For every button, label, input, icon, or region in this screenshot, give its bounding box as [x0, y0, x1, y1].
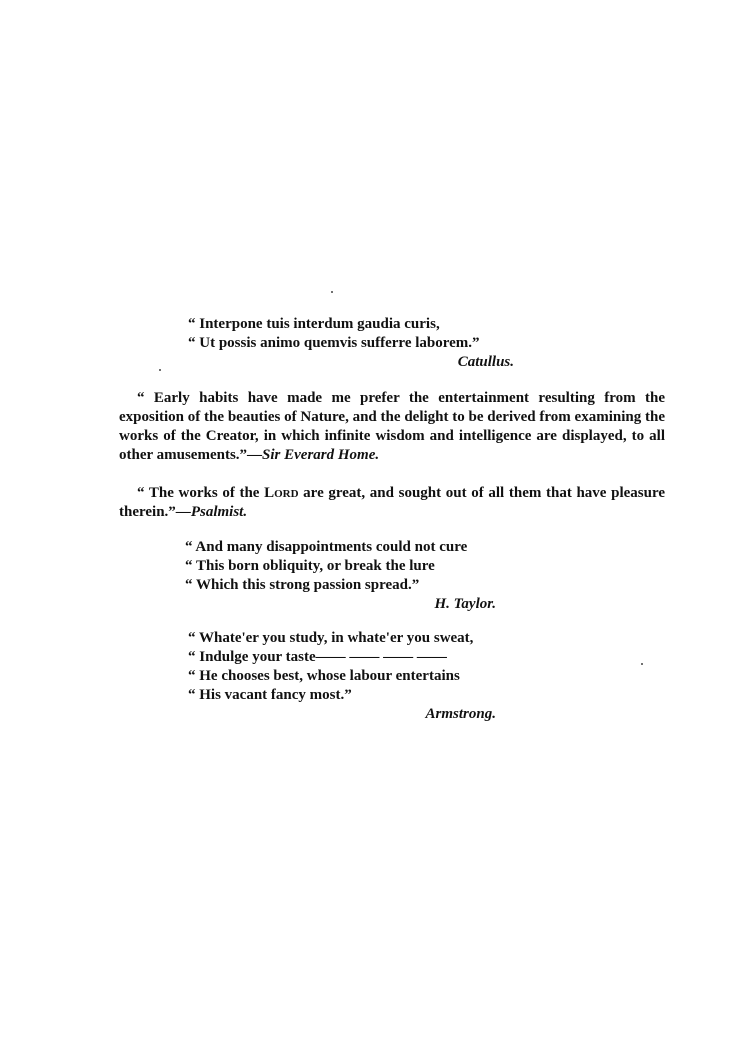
attribution-catullus: Catullus.: [457, 354, 514, 370]
quote-psalmist-lord: Lord: [264, 485, 299, 501]
print-speck: [159, 369, 161, 371]
verse-line: “ Whate'er you study, in whate'er you sweat,: [188, 630, 474, 646]
verse-line: “ Interpone tuis interdum gaudia curis,: [188, 316, 440, 332]
quote-psalmist-text-after: are great, and sought out of all them that have pleasure therein.”—: [119, 485, 665, 520]
quote-psalmist-text-before: “ The works of the: [137, 485, 265, 501]
quote-home-text: “ Early habits have made me prefer the entertainment resulting from the exposition of the beauties of Nature, and the delight to be derived from examining the works of the Creator, in which infinite wisdom and intelligence are displayed, to all other amusements.”—: [119, 390, 665, 463]
attribution-armstrong: Armstrong.: [425, 706, 496, 722]
attribution-taylor: H. Taylor.: [434, 596, 496, 612]
verse-line: “ This born obliquity, or break the lure: [185, 558, 435, 574]
verse-line: “ And many disappointments could not cure: [185, 539, 468, 555]
print-speck: [331, 291, 333, 293]
verse-line: “ Ut possis animo quemvis sufferre laborem.”: [188, 335, 480, 351]
attribution-home: Sir Everard Home.: [262, 447, 380, 463]
quote-home: [119, 389, 665, 465]
verse-line: “ His vacant fancy most.”: [188, 687, 352, 703]
verse-line: “ He chooses best, whose labour entertains: [188, 668, 460, 684]
attribution-psalmist: Psalmist.: [190, 504, 248, 520]
quote-psalmist: [119, 484, 665, 522]
verse-line: “ Indulge your taste—— —— —— ——: [188, 649, 447, 665]
verse-line: “ Which this strong passion spread.”: [185, 577, 420, 593]
print-speck: [641, 663, 643, 665]
